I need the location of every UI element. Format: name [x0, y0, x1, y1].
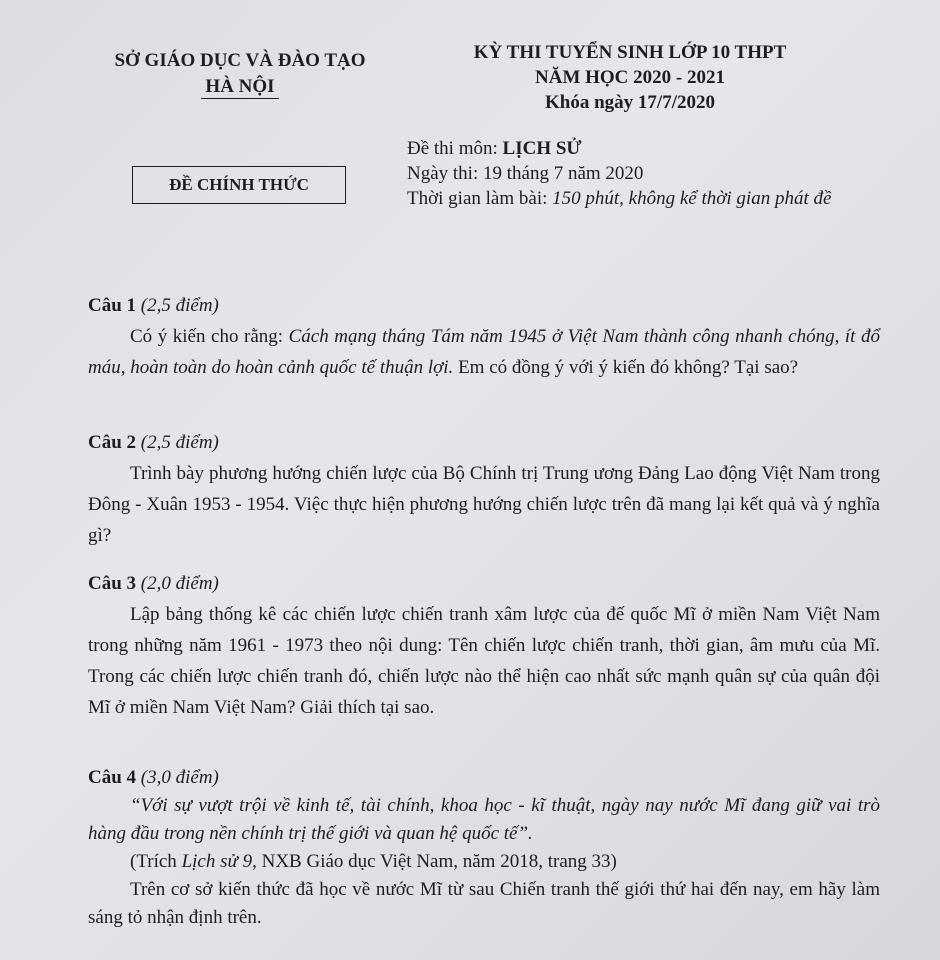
question-points: (2,5 điểm) — [140, 295, 219, 316]
date-prefix: Ngày thi: — [407, 163, 483, 184]
official-exam-label: ĐỀ CHÍNH THỨC — [132, 166, 346, 204]
question-1 — [88, 290, 880, 383]
question-label: Câu 3 — [88, 573, 141, 594]
question-body: Trình bày phương hướng chiến lược của Bộ Chính trị Trung ương Đảng Lao động Việt Nam trong Đông - Xuân 1953 - 1954. Việc thực hiện phương hướng chiến lược trên đã mang lại kết quả và ý nghĩa gì? — [88, 463, 880, 546]
quote-source — [88, 848, 880, 876]
subject-line — [407, 136, 831, 161]
question-title — [88, 568, 880, 599]
question-4 — [88, 764, 880, 932]
question-title — [88, 290, 880, 321]
question-title — [88, 427, 880, 458]
question-statement: Cách mạng tháng Tám năm 1945 ở Việt Nam thành công nhanh chóng, ít đổ máu, hoàn toàn do hoàn cảnh quốc tế thuận lợi. — [88, 326, 881, 378]
question-points: (2,0 điểm) — [140, 573, 219, 594]
question-label: Câu 2 — [88, 432, 141, 453]
question-title — [88, 764, 880, 792]
exam-heading — [440, 40, 820, 115]
question-body: Trên cơ sở kiến thức đã học về nước Mĩ từ sau Chiến tranh thế giới thứ hai đến nay, em hãy làm sáng tỏ nhận định trên. — [88, 879, 880, 928]
source-rest: , NXB Giáo dục Việt Nam, năm 2018, trang 33) — [252, 851, 617, 872]
date-line — [407, 161, 831, 186]
source-prefix: (Trích — [130, 851, 182, 872]
question-label: Câu 1 — [88, 295, 141, 316]
department-name: SỞ GIÁO DỤC VÀ ĐÀO TẠO — [114, 50, 366, 71]
exam-session-date: Khóa ngày 17/7/2020 — [545, 92, 715, 113]
question-3 — [88, 568, 880, 723]
time-line — [407, 186, 831, 211]
issuing-authority — [105, 48, 375, 100]
subject-prefix: Đề thi môn: — [407, 138, 503, 159]
source-book: Lịch sử 9 — [181, 851, 253, 872]
question-2 — [88, 427, 880, 551]
question-label: Câu 4 — [88, 767, 141, 788]
time-prefix: Thời gian làm bài: — [407, 188, 553, 209]
time-allowed: 150 phút, không kể thời gian phát đề — [552, 188, 832, 209]
question-points: (2,5 điểm) — [140, 432, 219, 453]
question-body — [88, 321, 880, 383]
question-lead: Có ý kiến cho rằng: — [130, 326, 289, 347]
question-body: Lập bảng thống kê các chiến lược chiến tranh xâm lược của đế quốc Mĩ ở miền Nam Việt Nam trong những năm 1961 - 1973 theo nội dung: Tên chiến lược chiến tranh, thời gian, âm mưu của Mĩ. Trong các chiến lược chiến tranh đó, chiến lược nào thể hiện cao nhất sức mạnh quân sự của quân đội Mĩ ở miền Nam Việt Nam? Giải thích tại sao. — [88, 604, 880, 718]
question-points: (3,0 điểm) — [140, 767, 219, 788]
question-quote: “Với sự vượt trội về kinh tế, tài chính, khoa học - kĩ thuật, ngày nay nước Mĩ đang giữ vai trò hàng đầu trong nền chính trị thế giới và quan hệ quốc tế”. — [88, 795, 880, 844]
exam-date: 19 tháng 7 năm 2020 — [483, 163, 644, 184]
subject-name: LỊCH SỬ — [502, 138, 582, 159]
exam-info — [407, 136, 831, 211]
question-prompt: Em có đồng ý với ý kiến đó không? Tại sao? — [453, 357, 799, 378]
school-year: NĂM HỌC 2020 - 2021 — [535, 67, 725, 88]
city-name: HÀ NỘI — [201, 76, 278, 99]
exam-title: KỲ THI TUYỂN SINH LỚP 10 THPT — [473, 42, 787, 63]
